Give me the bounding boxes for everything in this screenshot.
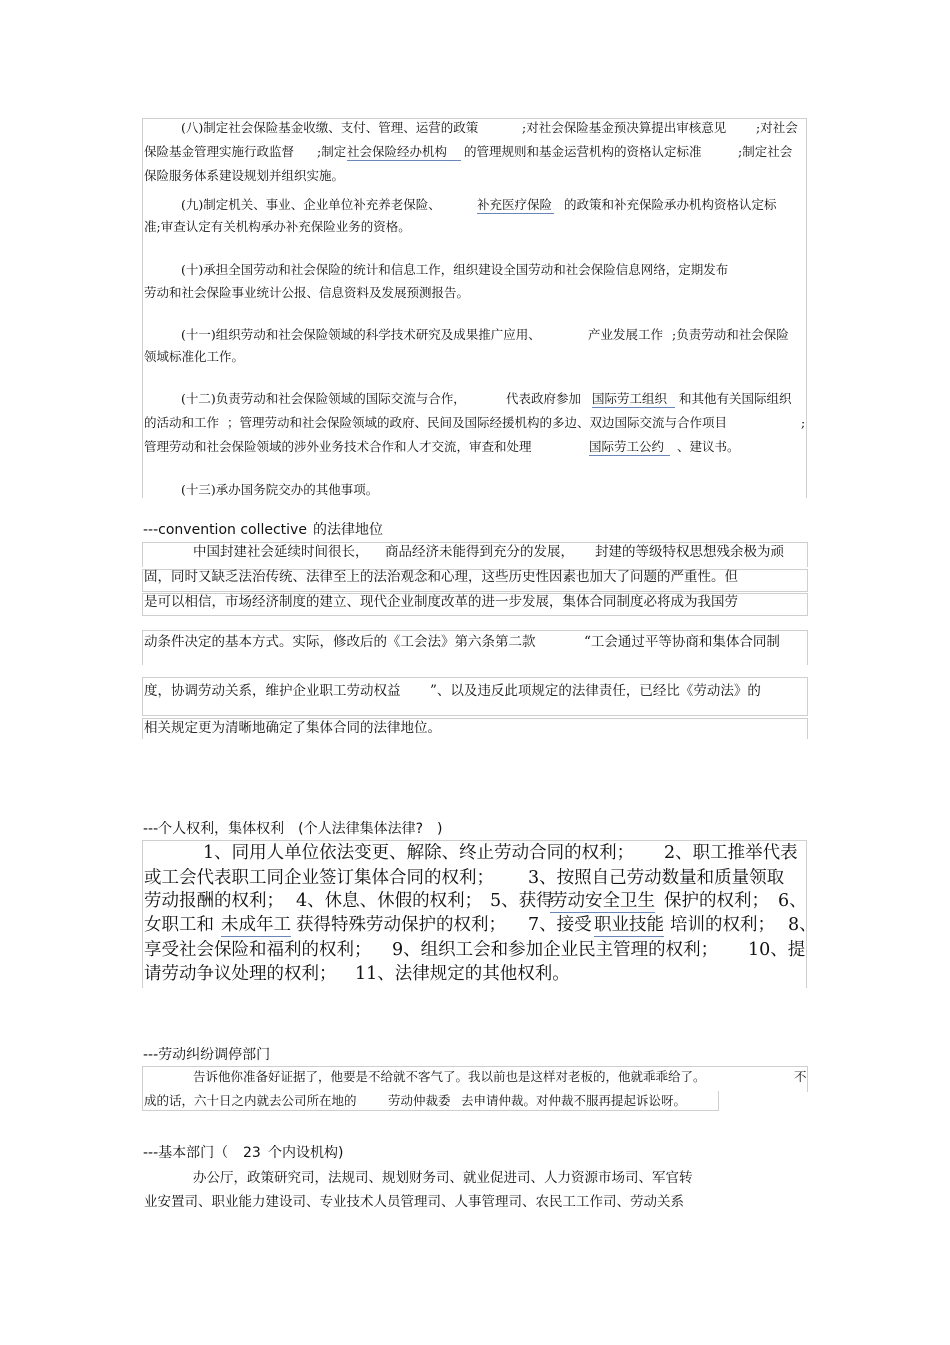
p8-line2-c: 的管理规则和基金运营机构的资格认定标准 xyxy=(464,144,702,159)
sec4-line1-a: 告诉他你准备好证据了，他要是不给就不客气了。我以前也是这样对老板的，他就乖乖给了。 xyxy=(193,1069,706,1084)
sec2-line4-a: 动条件决定的基本方式。实际，修改后的《工会法》第六条第二款 xyxy=(144,634,536,650)
sec5-line1: 办公厅，政策研究司，法规司、规划财务司、就业促进司、人力资源市场司、军官转 xyxy=(193,1170,693,1186)
p8-line1-b: ;对社会保险基金预决算提出审核意见 xyxy=(522,120,727,135)
p12-line3-b: 、建议书。 xyxy=(677,439,740,454)
sec3-line6-a: 请劳动争议处理的权利； xyxy=(144,964,337,984)
sec2-line5-a: 度，协调劳动关系，维护企业职工劳动权益 xyxy=(144,683,401,699)
p12-line1-a: (十二)负责劳动和社会保险领域的国际交流与合作， xyxy=(181,391,466,406)
sec3-line5-b: 9、组织工会和参加企业民主管理的权利； xyxy=(392,940,719,960)
sec3-line5-c: 10、提 xyxy=(748,940,806,960)
link-minor-workers: 未成年工 xyxy=(221,915,291,935)
link-vocational-skills: 职业技能 xyxy=(594,915,664,935)
p12-line2-a: 的活动和工作 xyxy=(144,415,220,430)
p11-line1-a: (十一)组织劳动和社会保险领域的科学技术研究及成果推广应用、 xyxy=(181,327,541,342)
sec2-line1-b: 商品经济未能得到充分的发展， xyxy=(385,544,574,560)
sec4-line1-b: 不 xyxy=(794,1069,807,1084)
link-labor-safety-health: 劳动安全卫生 xyxy=(550,891,655,911)
sec3-line3-d: 保护的权利； xyxy=(664,891,769,911)
p8-line1-c: ;对社会 xyxy=(756,120,798,135)
p12-line2-b: ；管理劳动和社会保险领域的政府、民间及国际经援机构的多边、双边国际交流与合作项目 xyxy=(227,415,728,430)
sec3-line4-c: 7、接受 xyxy=(528,915,592,935)
sec3-line3-c: 5、获得 xyxy=(490,891,554,911)
sec4-line2-c: 去申请仲裁。对仲裁不服再提起诉讼呀。 xyxy=(461,1093,687,1108)
p11-line1-b: 产业发展工作 xyxy=(588,327,664,342)
p8-line2-b: ;制定 xyxy=(317,144,347,159)
sec5-line2: 业安置司、职业能力建设司、专业技术人员管理司、人事管理司、农民工工作司、劳动关系 xyxy=(144,1194,684,1210)
sec2-line2: 固，同时又缺乏法治传统、法律至上的法治观念和心理，这些历史性因素也加大了问题的严重性。但 xyxy=(144,569,738,585)
sec3-line4-e: 8、 xyxy=(788,915,817,935)
sec3-line2-a: 或工会代表职工同企业签订集体合同的权利； xyxy=(144,868,494,888)
sec2-heading-a: ---convention collective xyxy=(143,522,307,538)
sec3-line6-b: 11、法律规定的其他权利。 xyxy=(355,964,570,984)
sec3-heading: ---个人权利，集体权利 (个人法律集体法律? ) xyxy=(143,821,443,837)
sec5-heading-b: 23 xyxy=(243,1145,261,1161)
p8-line2-a: 保险基金管理实施行政监督 xyxy=(144,144,295,159)
sec4-line2-a: 成的话，六十日之内就去公司所在地的 xyxy=(144,1093,357,1108)
sec2-line1-c: 封建的等级特权思想残余极为顽 xyxy=(595,544,784,560)
sec3-line5-a: 享受社会保险和福利的权利； xyxy=(144,940,372,960)
sec4-heading: ---劳动纠纷调停部门 xyxy=(143,1047,271,1063)
sec3-line1-a: 1、同用人单位依法变更、解除、终止劳动合同的权利； xyxy=(203,843,635,863)
p8-line1: (八)制定社会保险基金收缴、支付、管理、运营的政策 xyxy=(181,120,479,135)
link-ilo: 国际劳工组织 xyxy=(592,391,675,408)
sec3-line3-b: 4、休息、休假的权利； xyxy=(296,891,483,911)
sec2-line6: 相关规定更为清晰地确定了集体合同的法律地位。 xyxy=(144,720,441,736)
sec3-line4-a: 女职工和 xyxy=(144,915,214,935)
sec3-line3-a: 劳动报酬的权利； xyxy=(144,891,284,911)
link-social-insurance-agency: 社会保险经办机构 xyxy=(347,144,461,161)
sec2-heading-b: 的法律地位 xyxy=(313,522,383,538)
p13-line: (十三)承办国务院交办的其他事项。 xyxy=(181,482,379,497)
sec3-line3-e: 6、 xyxy=(778,891,807,911)
p11-line1-c: ;负责劳动和社会保险 xyxy=(672,327,789,342)
p9-line1-b: 的政策和补充保险承办机构资格认定标 xyxy=(564,197,777,212)
sec5-heading-c: 个内设机构) xyxy=(268,1145,344,1161)
sec3-line4-b: 获得特殊劳动保护的权利； xyxy=(296,915,506,935)
sec4-line2-b: 劳动仲裁委 xyxy=(388,1093,451,1108)
sec2-line4-b: “工会通过平等协商和集体合同制 xyxy=(584,634,780,650)
p11-line2: 领域标准化工作。 xyxy=(144,349,245,364)
sec2-line3: 是可以相信，市场经济制度的建立、现代企业制度改革的进一步发展，集体合同制度必将成为我国劳 xyxy=(144,594,738,610)
link-ilo-conventions: 国际劳工公约 xyxy=(589,439,670,456)
p12-line2-c: ; xyxy=(801,415,806,430)
p10-line2: 劳动和社会保险事业统计公报、信息资料及发展预测报告。 xyxy=(144,285,470,300)
sec2-line1-a: 中国封建社会延续时间很长， xyxy=(193,544,369,560)
sec3-line4-d: 培训的权利； xyxy=(670,915,775,935)
p8-line2-d: ;制定社会 xyxy=(738,144,793,159)
sec3-line2-b: 3、按照自己劳动数量和质量领取 xyxy=(528,868,785,888)
sec5-heading-a: ---基本部门（ xyxy=(143,1145,229,1161)
p9-line2: 准;审查认定有关机构承办补充保险业务的资格。 xyxy=(144,219,411,234)
link-supplementary-medical-insurance: 补充医疗保险 xyxy=(477,197,553,212)
sec2-line5-b: ”、以及违反此项规定的法律责任，已经比《劳动法》的 xyxy=(430,683,761,699)
p9-line1-a: (九)制定机关、事业、企业单位补充养老保险、 xyxy=(181,197,441,212)
p10-line1: (十)承担全国劳动和社会保险的统计和信息工作，组织建设全国劳动和社会保险信息网络，定期发布 xyxy=(181,262,729,277)
p12-line1-b: 代表政府参加 xyxy=(506,391,582,406)
p12-line1-c: 和其他有关国际组织 xyxy=(679,391,792,406)
p8-line3: 保险服务体系建设规划并组织实施。 xyxy=(144,168,345,183)
sec3-line1-b: 2、职工推举代表 xyxy=(664,843,798,863)
p12-line3-a: 管理劳动和社会保险领域的涉外业务技术合作和人才交流，审查和处理 xyxy=(144,439,532,454)
